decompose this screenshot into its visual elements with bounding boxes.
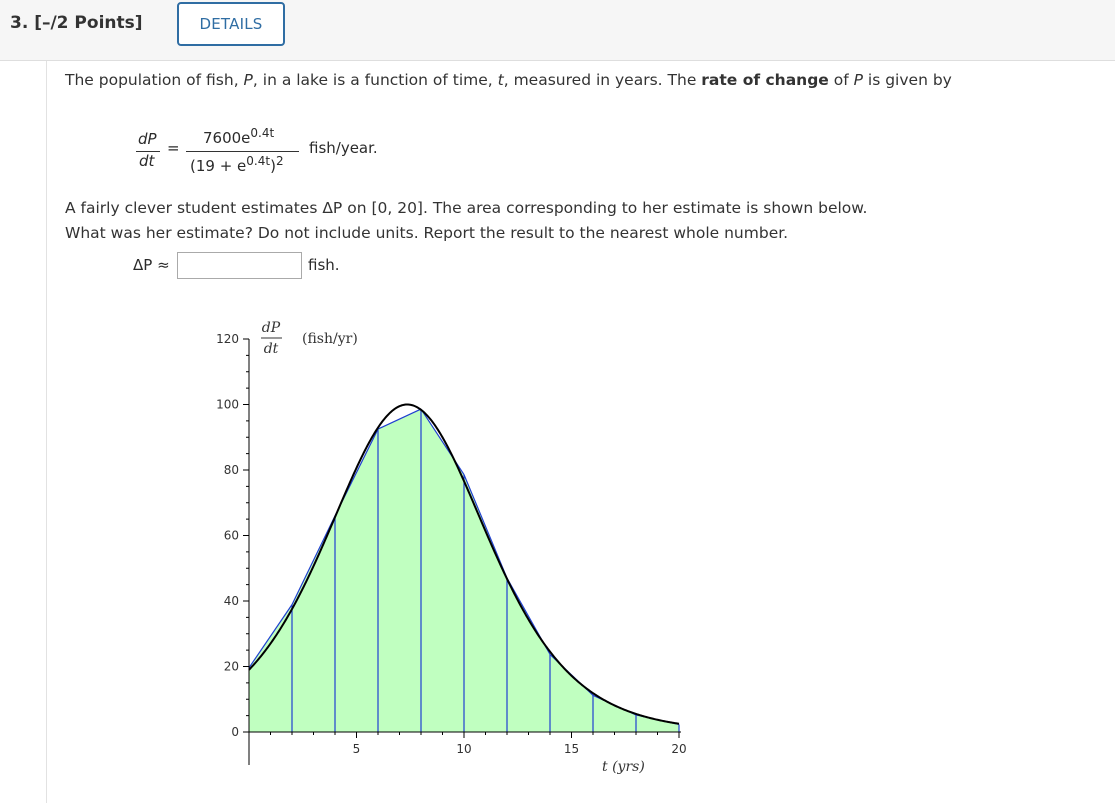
details-button[interactable]: DETAILS: [177, 2, 285, 46]
ylabel-denominator: dt: [263, 341, 279, 357]
x-tick-label: 10: [456, 742, 472, 756]
lhs-denominator: dt: [139, 152, 155, 170]
x-tick-label: 15: [563, 742, 580, 756]
x-tick-label: 5: [352, 742, 361, 756]
y-tick-label: 80: [223, 463, 239, 477]
estimate-text-line1: A fairly clever student estimates ΔP on [0, 20]. The area corresponding to her estimate is shown below.: [65, 199, 868, 217]
estimate-text-line2: What was her estimate? Do not include units. Report the result to the nearest whole number.: [65, 224, 789, 242]
answer-unit: fish.: [308, 256, 340, 274]
answer-label: ΔP ≈: [133, 256, 170, 274]
y-tick-label: 100: [216, 397, 239, 412]
y-tick-label: 0: [231, 725, 239, 739]
ylabel-numerator: dP: [261, 320, 281, 336]
x-tick-label: 20: [671, 742, 687, 756]
rate-unit: fish/year.: [309, 139, 378, 157]
ylabel-unit: (fish/yr): [302, 331, 358, 347]
equals-sign: =: [167, 139, 180, 157]
rhs-denominator: $(19 + e^{0.4t})^2$: [190, 154, 284, 175]
lhs-numerator: dP: [138, 130, 157, 148]
y-tick-label: 40: [223, 594, 239, 608]
y-tick-label: 120: [216, 332, 239, 346]
rate-of-change-text: rate of change: [701, 71, 829, 89]
problem-intro: The population of fish, P, in a lake is a function of time, t, measured in years. The rate of change of P is given by: [65, 71, 952, 89]
y-tick-label: 60: [223, 528, 239, 543]
y-tick-label: 20: [223, 659, 239, 674]
x-axis-label: t (yrs): [602, 759, 645, 775]
rhs-numerator: $7600e^{0.4t}$: [203, 126, 275, 147]
y-axis-label: [261, 320, 358, 357]
question-number: 3. [–/2 Points]: [10, 13, 143, 33]
